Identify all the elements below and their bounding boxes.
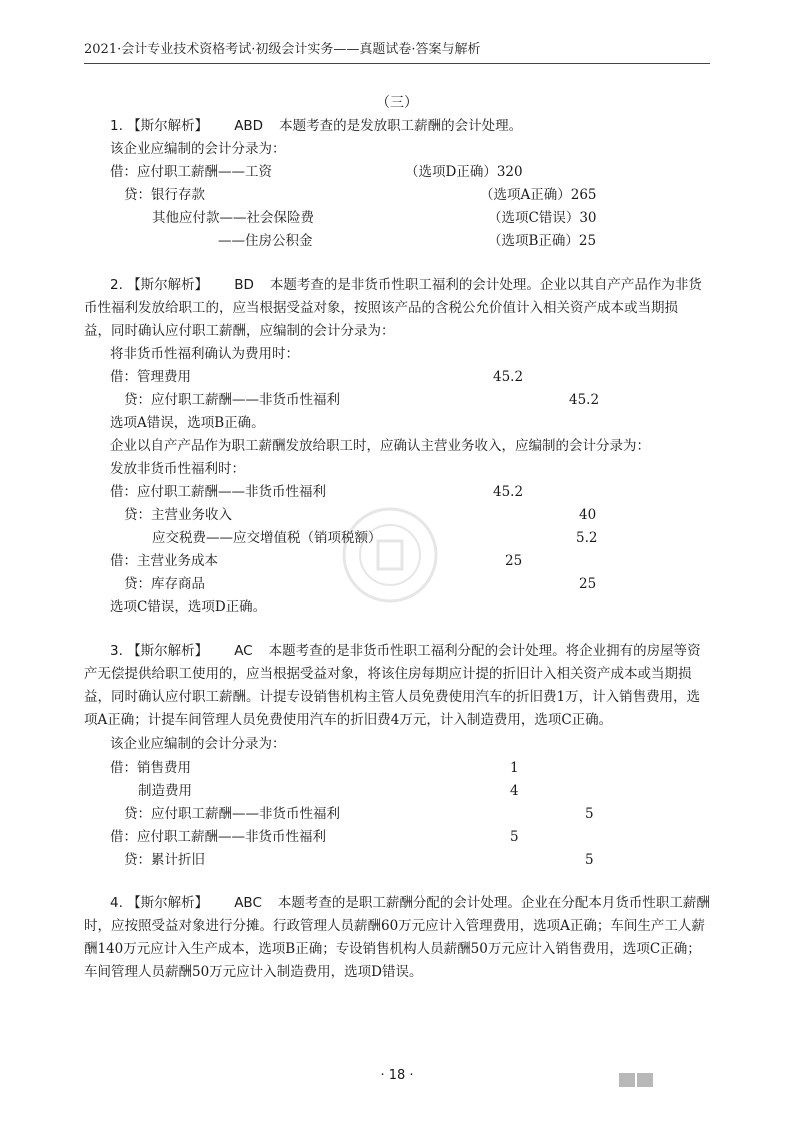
q2-conclusion: 选项C错误，选项D正确。 (110, 599, 267, 615)
q3-paragraph-line: 产无偿提供给职工使用的，应当根据受益对象，将该住房每期应计提的折旧计入相关资产成本或当期损 (84, 666, 692, 682)
footer-decoration-block (637, 1073, 653, 1087)
q2-entry-amount: 45.2 (493, 369, 524, 385)
q3-paragraph-line: 项A正确；计提车间管理人员免费使用汽车的折旧费4万元，计入制造费用，选项C正确。 (84, 712, 613, 728)
q3-entry-amount: 5 (510, 829, 519, 845)
q2-paragraph-line: 益，同时确认应付职工薪酬，应编制的会计分录为： (84, 323, 395, 339)
q2-entry-amount: 5.2 (576, 530, 598, 546)
q1-entry-account: 其他应付款——社会保险费 (152, 210, 314, 226)
q3-entry-amount: 1 (510, 760, 519, 776)
page-number: · 18 · (380, 1068, 414, 1083)
q3-entry-account: 借：应付职工薪酬——非货币性福利 (110, 829, 326, 845)
q2-entry-account: 贷：主营业务收入 (124, 507, 232, 523)
q2-paragraph-line: 币性福利发放给职工的，应当根据受益对象，按照该产品的含税公允价值计入相关资产成本或当期损 (84, 300, 678, 316)
q1-entry-account: 贷：银行存款 (124, 187, 205, 203)
q1-intro: 本题考查的是发放职工薪酬的会计处理。 (279, 118, 523, 134)
q3-text: 本题考查的是非货币性职工福利分配的会计处理。将企业拥有的房屋等资 (268, 643, 701, 659)
q3-lead: 该企业应编制的会计分录为： (110, 736, 286, 752)
q2-entry-amount: 45.2 (569, 392, 600, 408)
q2-tag: 【斯尔解析】 (127, 277, 209, 293)
q2-number: 2. (110, 277, 123, 293)
q1-entry-note: （选项D正确）320 (405, 164, 523, 180)
q2-entry-account: 借：应付职工薪酬——非货币性福利 (110, 484, 326, 500)
q1-entry-account: 借：应付职工薪酬——工资 (110, 164, 272, 180)
q4-tag: 【斯尔解析】 (127, 895, 209, 911)
q1-entry-note: （选项C错误）30 (488, 210, 597, 226)
q1-number: 1. (110, 118, 123, 134)
q1-tag: 【斯尔解析】 (127, 118, 209, 134)
q2-conclusion: 选项A错误，选项B正确。 (110, 415, 265, 431)
q2-entry-amount: 25 (505, 553, 523, 569)
q4-paragraph-line: 酬140万元应计入生产成本，选项B正确；专设销售机构人员薪酬50万元应计入销售费用，选项C正确； (84, 941, 701, 957)
q3-paragraph-line: 益，同时确认应付职工薪酬。计提专设销售机构主管人员免费使用汽车的折旧费1万，计入销售费用，选 (84, 689, 701, 705)
q2-lead: 发放非货币性福利时： (110, 461, 245, 477)
q2-lead: 将非货币性福利确认为费用时： (110, 346, 299, 362)
q2-entry-amount: 25 (579, 576, 597, 592)
q1-heading (110, 117, 522, 135)
q3-entry-account: 贷：累计折旧 (124, 852, 205, 868)
q1-entry-note: （选项B正确）25 (488, 233, 597, 249)
q3-entry-account: 制造费用 (138, 783, 192, 799)
q2-answer: BD (234, 277, 254, 293)
q3-tag: 【斯尔解析】 (127, 643, 209, 659)
q4-paragraph-line: 车间管理人员薪酬50万元应计入制造费用，选项D错误。 (84, 964, 423, 980)
q2-entry-account: 贷：应付职工薪酬——非货币性福利 (124, 392, 340, 408)
q4-heading (110, 894, 710, 912)
q3-entry-account: 贷：应付职工薪酬——非货币性福利 (124, 806, 340, 822)
q2-text: 本题考查的是非货币性职工福利的会计处理。企业以其自产产品作为非货 (269, 277, 702, 293)
q3-entry-amount: 5 (585, 852, 594, 868)
watermark-stamp-icon (340, 505, 440, 605)
q1-lead: 该企业应编制的会计分录为： (110, 141, 286, 157)
q2-entry-amount: 40 (579, 507, 597, 523)
q1-entry-account: ——住房公积金 (218, 233, 313, 249)
q2-entry-account: 应交税费——应交增值税（销项税额） (152, 530, 382, 546)
q2-lead: 企业以自产产品作为职工薪酬发放给职工时，应确认主营业务收入，应编制的会计分录为： (110, 438, 650, 454)
q4-answer: ABC (234, 895, 262, 911)
q2-entry-account: 贷：库存商品 (124, 576, 205, 592)
q3-entry-amount: 4 (510, 783, 519, 799)
q2-entry-amount: 45.2 (493, 484, 524, 500)
q4-number: 4. (110, 895, 123, 911)
q2-entry-account: 借：主营业务成本 (110, 553, 218, 569)
q3-entry-account: 借：销售费用 (110, 760, 191, 776)
header-divider (84, 63, 710, 64)
q3-heading (110, 642, 701, 660)
q3-entry-amount: 5 (585, 806, 594, 822)
section-title: （三） (376, 95, 418, 111)
q3-answer: AC (234, 643, 253, 659)
q4-paragraph-line: 时，应按照受益对象进行分摊。行政管理人员薪酬60万元应计入管理费用，选项A正确；车间生产工人薪 (84, 918, 705, 934)
q1-entry-note: （选项A正确）265 (480, 187, 597, 203)
q4-text: 本题考查的是职工薪酬分配的会计处理。企业在分配本月货币性职工薪酬 (277, 895, 710, 911)
q1-answer: ABD (234, 118, 264, 134)
q2-entry-account: 借：管理费用 (110, 369, 191, 385)
running-header: 2021·会计专业技术资格考试·初级会计实务——真题试卷·答案与解析 (84, 42, 481, 57)
q2-heading (110, 276, 702, 294)
q3-number: 3. (110, 643, 123, 659)
footer-decoration-block (619, 1073, 635, 1087)
